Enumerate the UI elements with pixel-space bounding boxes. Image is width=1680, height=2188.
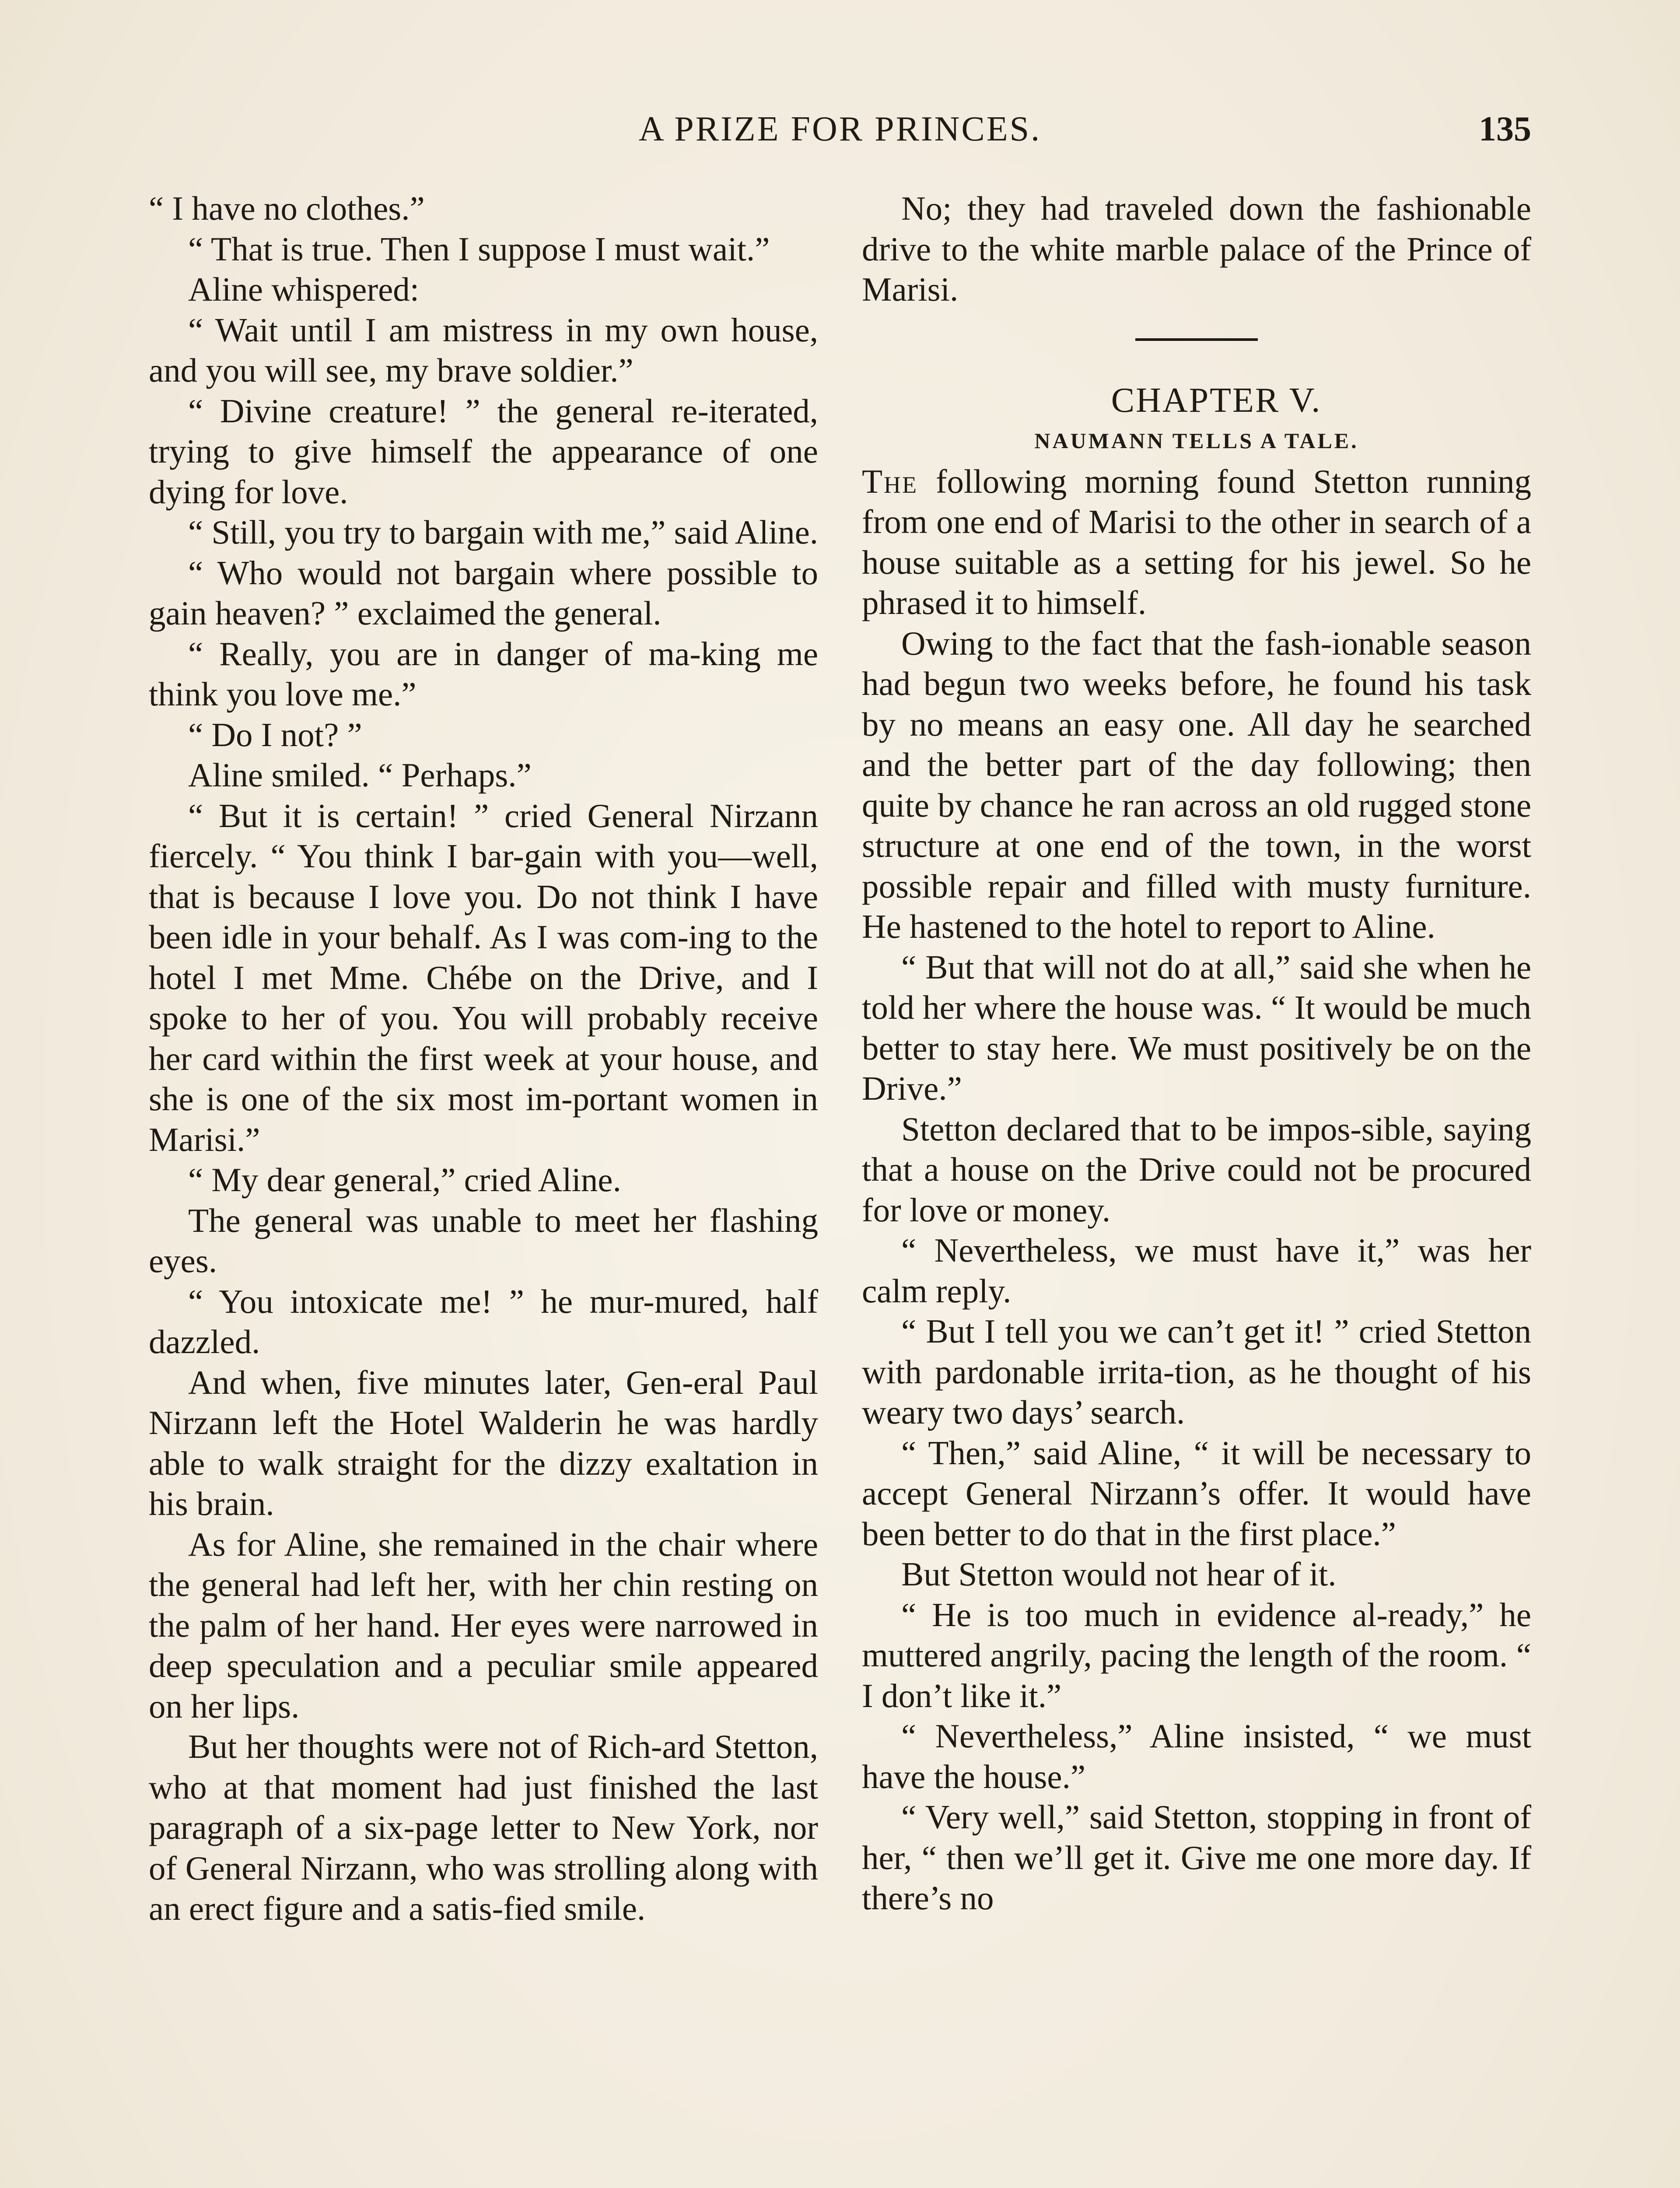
paragraph: But her thoughts were not of Rich-ard Stetton, who at that moment had just finished the last paragraph of a six-page letter to New York, nor of General Nirzann, who was strolling along with an erect figure and a satis-fied smile. — [149, 1728, 818, 1927]
paragraph: Aline smiled. “ Perhaps.” — [188, 756, 532, 794]
paragraph: “ Still, you try to bargain with me,” said Aline. — [188, 513, 818, 551]
opening-text: following morning found Stetton running from one end of Marisi to the other in search of a house suitable as a setting for his jewel. So he phrased it to himself. — [862, 462, 1531, 621]
page-number: 135 — [1479, 110, 1531, 148]
paragraph: No; they had traveled down the fashionable drive to the white marble palace of the Prince of Marisi. — [862, 189, 1531, 308]
chapter-subtitle: NAUMANN TELLS A TALE. — [1034, 428, 1359, 453]
paragraph: Aline whispered: — [188, 270, 420, 308]
paragraph: “ Then,” said Aline, “ it will be necessary to accept General Nirzann’s offer. It would have been better to do that in the first place.” — [862, 1434, 1531, 1553]
paragraph: “ Nevertheless,” Aline insisted, “ we must have the house.” — [862, 1717, 1531, 1795]
paragraph: And when, five minutes later, Gen-eral Paul Nirzann left the Hotel Walderin he was hardly able to walk straight for the dizzy exaltation in his brain. — [149, 1363, 818, 1522]
paragraph: “ He is too much in evidence al-ready,” he muttered angrily, pacing the length of the room. “ I don’t like it.” — [862, 1595, 1531, 1715]
paragraph: “ I have no clothes.” — [149, 189, 425, 227]
paragraph: “ Really, you are in danger of ma-king me think you love me.” — [149, 635, 818, 713]
right-column — [862, 188, 1531, 1918]
paragraph: “ Wait until I am mistress in my own house, and you will see, my brave soldier.” — [149, 311, 818, 389]
paragraph: “ That is true. Then I suppose I must wait.” — [188, 230, 770, 268]
section-divider — [1135, 338, 1258, 341]
paragraph: “ Who would not bargain where possible to gain heaven? ” exclaimed the general. — [149, 554, 818, 632]
paragraph: The general was unable to meet her flashing eyes. — [149, 1201, 818, 1280]
paragraph: “ But that will not do at all,” said she when he told her where the house was. “ It would be much better to stay here. We must positively be on the Drive.” — [862, 948, 1531, 1107]
left-column — [149, 188, 818, 1929]
chapter-opening-paragraph — [862, 461, 1531, 623]
paragraph: “ Nevertheless, we must have it,” was her calm reply. — [862, 1231, 1531, 1310]
paragraph: “ My dear general,” cried Aline. — [188, 1161, 621, 1199]
paragraph: Owing to the fact that the fash-ionable season had begun two weeks before, he found his task by no means an easy one. All day he searched and the better part of the day following; then quite by chance he ran across an old rugged stone structure at one end of the town, in the worst possible repair and filled with musty furniture. He hastened to the hotel to report to Aline. — [862, 624, 1531, 945]
paragraph: “ But I tell you we can’t get it! ” cried Stetton with pardonable irrita-tion, as he thought of his weary two days’ search. — [862, 1312, 1531, 1431]
paragraph: “ But it is certain! ” cried General Nirzann fiercely. “ You think I bar-gain with you—well, that is because I love you. Do not think I have been idle in your behalf. As I was com-ing to the hotel I met Mme. Chébe on the Drive, and I spoke to her of you. You will probably receive her card within the first week at your house, and she is one of the six most im-portant women in Marisi.” — [149, 796, 818, 1158]
paragraph: As for Aline, she remained in the chair where the general had left her, with her chin resting on the palm of her hand. Her eyes were narrowed in deep speculation and a peculiar smile appeared on her lips. — [149, 1525, 818, 1725]
chapter-heading: CHAPTER V. — [1111, 381, 1322, 420]
paragraph: But Stetton would not hear of it. — [901, 1555, 1337, 1593]
opening-word: The — [862, 462, 918, 500]
paragraph: “ You intoxicate me! ” he mur-mured, half dazzled. — [149, 1282, 818, 1360]
paragraph: “ Do I not? ” — [188, 715, 362, 754]
paragraph: “ Divine creature! ” the general re-iterated, trying to give himself the appearance of one dying for love. — [149, 392, 818, 511]
running-title: A PRIZE FOR PRINCES. — [638, 110, 1042, 148]
running-head — [149, 109, 1531, 158]
paragraph: Stetton declared that to be impos-sible, saying that a house on the Drive could not be procured for love or money. — [862, 1110, 1531, 1229]
paragraph: “ Very well,” said Stetton, stopping in front of her, “ then we’ll get it. Give me one more day. If there’s no — [862, 1798, 1531, 1917]
